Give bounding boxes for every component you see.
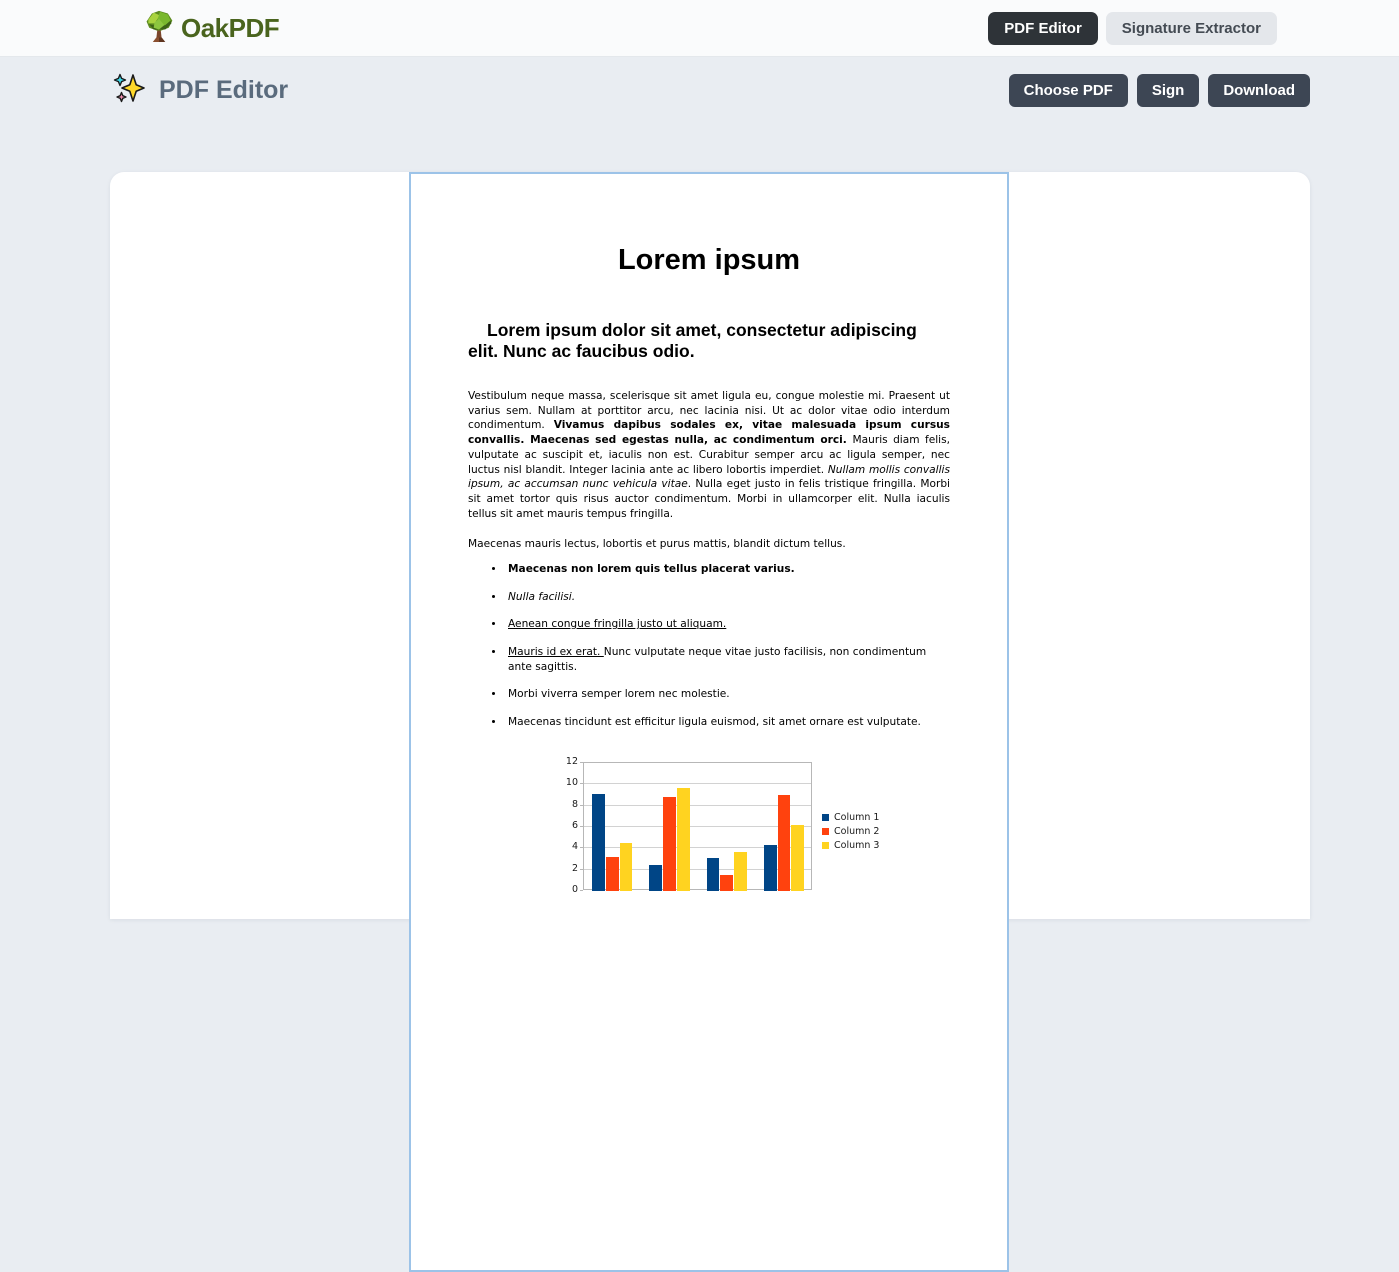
tab-signature-extractor[interactable]: Signature Extractor <box>1106 12 1277 45</box>
y-axis-label: 6 <box>571 820 578 831</box>
sign-button[interactable]: Sign <box>1137 74 1200 107</box>
legend-label: Column 1 <box>834 811 880 823</box>
legend-swatch <box>822 828 829 835</box>
sparkles-icon <box>113 72 145 109</box>
y-axis-tick <box>580 783 583 784</box>
brand-name: OakPDF <box>181 12 280 43</box>
document-bar-chart <box>556 758 891 928</box>
text-segment: Vestibulum neque massa, scelerisque sit amet ligula eu, congue molestie mi. Praesent ut varius sem. Nullam at porttitor arcu, nec lacinia nisi. Ut ac dolor vitae odio interdum condimentum. <box>468 390 950 432</box>
gridline <box>584 783 811 784</box>
legend-item <box>822 811 879 823</box>
text-segment: Morbi viverra semper lorem nec molestie. <box>508 688 730 701</box>
y-axis-tick <box>580 826 583 827</box>
y-axis-label: 10 <box>565 777 578 789</box>
legend-swatch <box>822 842 829 849</box>
list-item <box>505 617 950 632</box>
brand[interactable] <box>143 8 279 49</box>
chart-bar <box>764 845 777 891</box>
download-button[interactable]: Download <box>1208 74 1310 107</box>
list-item <box>505 590 950 605</box>
editor-toolbar <box>0 57 1399 123</box>
chart-bar <box>720 875 733 891</box>
text-segment: Maecenas tincidunt est efficitur ligula euismod, sit amet ornare est vulputate. <box>508 715 921 728</box>
document-paragraph: Maecenas mauris lectus, lobortis et purus mattis, blandit dictum tellus. <box>468 538 846 551</box>
list-item <box>505 687 950 702</box>
y-axis-label: 0 <box>571 884 578 895</box>
y-axis-tick <box>580 762 583 763</box>
text-segment: Nulla facilisi. <box>508 590 576 603</box>
oak-tree-logo-icon <box>143 8 175 49</box>
chart-bar <box>649 865 662 891</box>
y-axis-tick <box>580 847 583 848</box>
document-bullet-list <box>489 562 950 730</box>
y-axis-label: 4 <box>571 841 578 853</box>
list-item <box>505 715 950 730</box>
tab-pdf-editor[interactable]: PDF Editor <box>988 12 1098 45</box>
chart-bar <box>606 857 619 891</box>
text-segment: . Nulla eget justo in felis tristique fringilla. Morbi sit amet tortor quis risus auctor condimentum. Morbi in ullamcorper elit. Nulla iaculis tellus sit amet mauris tempus fringilla. <box>468 478 951 520</box>
legend-label: Column 2 <box>834 825 880 837</box>
chart-plot-area <box>583 762 812 890</box>
text-segment: Mauris id ex erat. <box>508 645 604 658</box>
text-segment: Nullam mollis convallis ipsum, ac accumsan nunc vehicula vitae <box>468 463 950 491</box>
choose-pdf-button[interactable]: Choose PDF <box>1009 74 1128 107</box>
text-segment: Nunc vulputate neque vitae justo facilisis, non condimentum ante sagittis. <box>508 645 927 673</box>
text-segment: Vivamus dapibus sodales ex, vitae malesuada ipsum cursus convallis. Maecenas sed egestas nulla, ac condimentum orci. <box>468 419 950 447</box>
editor-canvas-card <box>110 172 1310 919</box>
chart-bar <box>791 825 804 891</box>
document-subtitle: Lorem ipsum dolor sit amet, consectetur adipiscing elit. Nunc ac faucibus odio. <box>468 320 917 361</box>
chart-bar <box>620 843 633 891</box>
text-segment: Maecenas non lorem quis tellus placerat varius. <box>508 563 795 576</box>
y-axis-label: 12 <box>565 756 578 767</box>
chart-bar <box>734 852 747 891</box>
y-axis-label: 2 <box>571 862 578 874</box>
text-segment: Aenean congue fringilla justo ut aliquam. <box>508 618 727 631</box>
nav-tabs <box>988 12 1277 45</box>
legend-item <box>822 825 879 837</box>
list-item <box>505 562 950 577</box>
page-title: PDF Editor <box>159 75 289 104</box>
chart-bar <box>707 858 720 891</box>
chart-bar <box>592 794 605 891</box>
chart-bar <box>663 797 676 891</box>
chart-bar <box>677 788 690 891</box>
chart-bar <box>778 795 791 891</box>
legend-item <box>822 839 879 851</box>
legend-label: Column 3 <box>834 839 880 851</box>
list-item <box>505 645 950 675</box>
pdf-page[interactable] <box>409 172 1009 1272</box>
document-title: Lorem ipsum <box>617 244 801 276</box>
y-axis-tick <box>580 805 583 806</box>
legend-swatch <box>822 814 829 821</box>
y-axis-label: 8 <box>571 798 578 810</box>
y-axis-tick <box>580 890 583 891</box>
top-navbar <box>0 0 1399 57</box>
text-segment: Mauris diam felis, vulputate ac suscipit et, iaculis non est. Curabitur semper arcu ac ligula semper, nec luctus nisl blandit. Integer lacinia ante ac libero lobortis imperdiet. <box>468 434 950 476</box>
y-axis-tick <box>580 869 583 870</box>
document-paragraph <box>468 389 950 521</box>
toolbar-actions <box>1009 74 1310 107</box>
